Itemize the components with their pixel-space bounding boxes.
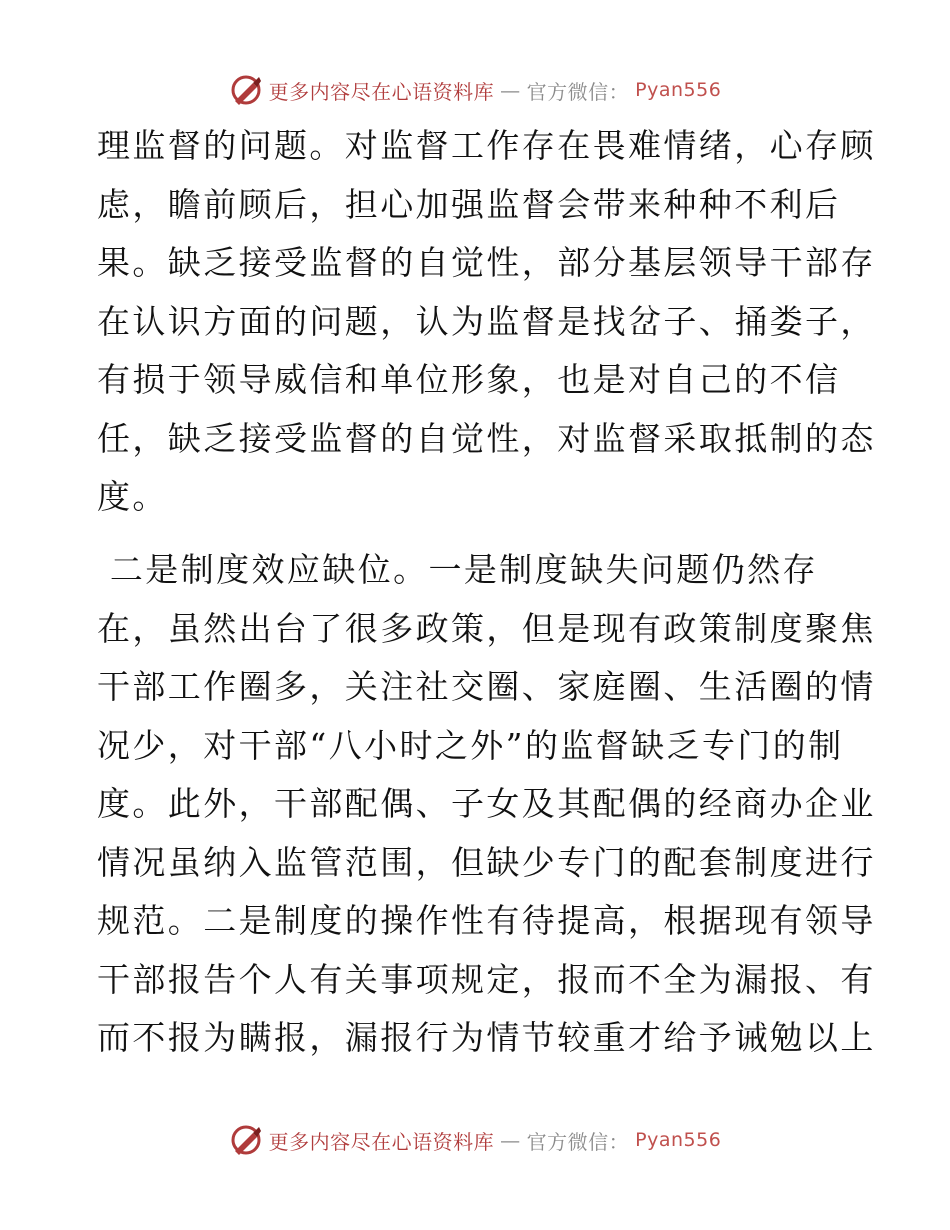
- paragraph-line: 理监督的问题。对监督工作存在畏难情绪，心存顾: [97, 126, 876, 165]
- pen-logo-icon: [229, 1123, 263, 1157]
- paragraph-line: 有损于领导威信和单位形象，也是对自己的不信: [97, 360, 841, 399]
- paragraph-line: 在，虽然出台了很多政策，但是现有政策制度聚焦: [97, 608, 876, 648]
- paragraph-line: 任，缺乏接受监督的自觉性，对监督采取抵制的态: [97, 418, 876, 458]
- paragraph-line: 干部工作圈多，关注社交圈、家庭圈、生活圈的情: [97, 667, 876, 706]
- paragraph-line: 况少，对干部“八小时之外”的监督缺乏专门的制: [97, 725, 844, 765]
- watermark-main-text: 更多内容尽在心语资料库: [268, 1129, 495, 1154]
- watermark-dash: —: [500, 78, 521, 102]
- watermark-label: 官方微信：: [526, 79, 630, 104]
- pen-logo-icon: [229, 73, 263, 107]
- paragraph-2: [97, 541, 876, 1068]
- watermark-label: 官方微信：: [526, 1129, 630, 1154]
- paragraph-line: 果。缺乏接受监督的自觉性，部分基层领导干部存: [97, 243, 876, 282]
- paragraph-line: 在认识方面的问题，认为监督是找岔子、捅娄子，: [97, 301, 876, 341]
- paragraph-line: 而不报为瞒报，漏报行为情节较重才给予诫勉以上: [97, 1018, 876, 1057]
- watermark-dash: —: [500, 1128, 521, 1152]
- paragraph-line: 虑，瞻前顾后，担心加强监督会带来种种不利后: [97, 184, 841, 224]
- watermark-wechat-id: Pyan556: [635, 1129, 722, 1151]
- paragraph-line: 度。: [97, 477, 168, 516]
- paragraph-line: 干部报告个人有关事项规定，报而不全为漏报、有: [97, 959, 876, 999]
- footer-watermark: [0, 1120, 950, 1160]
- watermark-main-text: 更多内容尽在心语资料库: [268, 79, 495, 104]
- watermark-wechat-id: Pyan556: [635, 79, 722, 101]
- paragraph-1: [97, 117, 876, 527]
- header-watermark: [0, 70, 950, 110]
- paragraph-line: 二是制度效应缺位。一是制度缺失问题仍然存: [97, 550, 818, 589]
- paragraph-line: 情况虽纳入监管范围，但缺少专门的配套制度进行: [97, 842, 876, 882]
- paragraph-line: 规范。二是制度的操作性有待提高，根据现有领导: [97, 901, 876, 940]
- paragraph-line: 度。此外，干部配偶、子女及其配偶的经商办企业: [97, 784, 876, 823]
